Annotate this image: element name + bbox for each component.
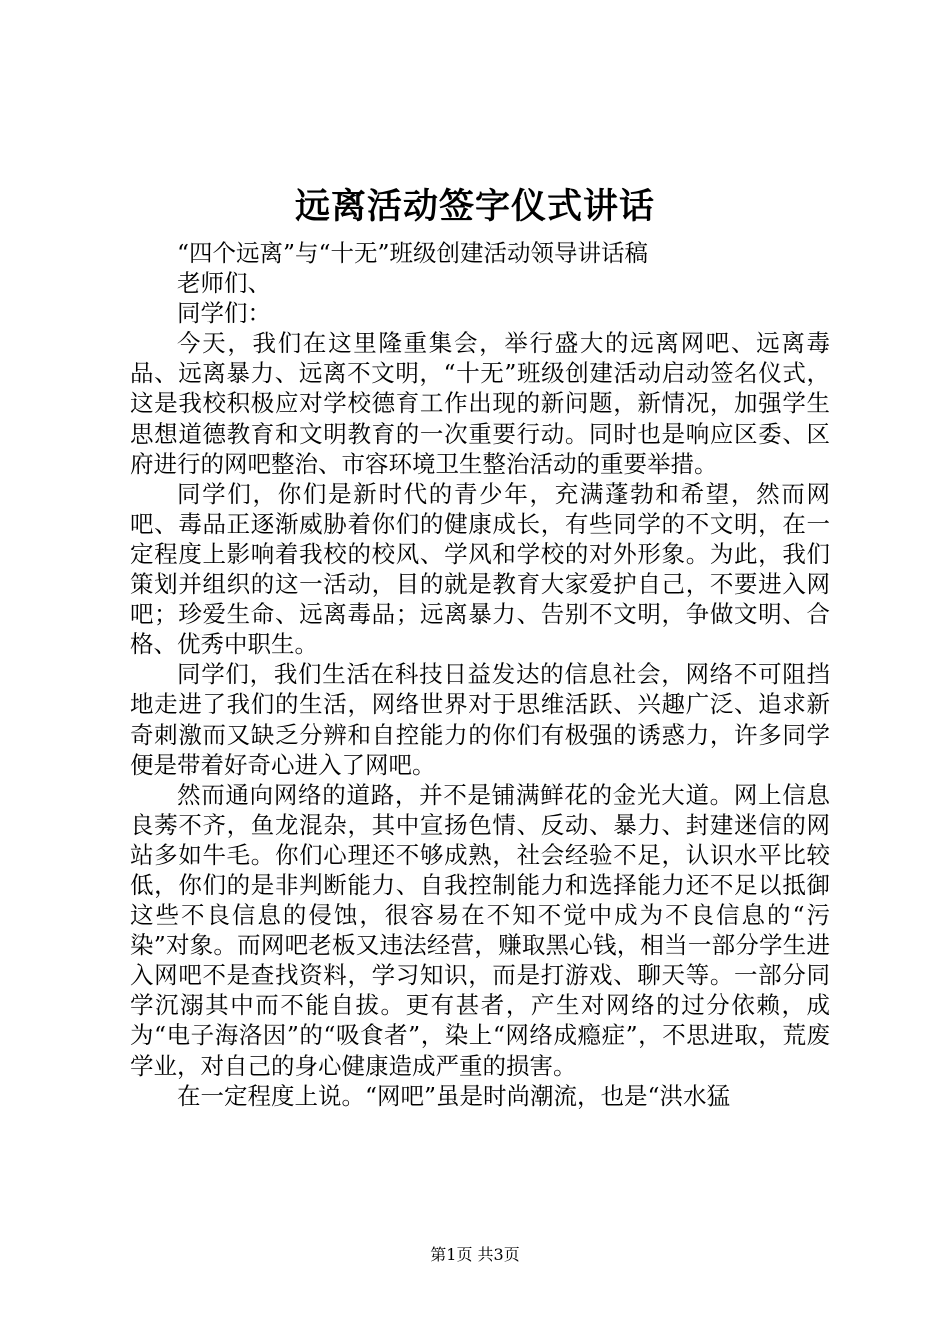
paragraph-risks: 然而通向网络的道路，并不是铺满鲜花的金光大道。网上信息良莠不齐，鱼龙混杂，其中宣扬色情、反动、暴力、封建迷信的网站多如牛毛。你们心理还不够成熟，社会经验不足，认识水平比较低，你们的是非判断能力、自我控制能力和选择能力还不足以抵御这些不良信息的侵蚀，很容易在不知不觉中成为不良信息的“污染”对象。而网吧老板又违法经营，赚取黑心钱，相当一部分学生进入网吧不是查找资料，学习知识，而是打游戏、聊天等。一部分同学沉溺其中而不能自拔。更有甚者，产生对网络的过分依赖，成为“电子海洛因”的“吸食者”，染上“网络成瘾症”，不思进取，荒废学业，对自己的身心健康造成严重的损害。 [130, 780, 830, 1080]
document-title: 远离活动签字仪式讲话 [294, 186, 655, 227]
paragraph-youth: 同学们，你们是新时代的青少年，充满蓬勃和希望，然而网吧、毒品正逐渐威胁着你们的健康成长，有些同学的不文明，在一定程度上影响着我校的校风、学风和学校的对外形象。为此，我们策划并组织的这一活动，目的就是教育大家爱护自己，不要进入网吧；珍爱生命、远离毒品；远离暴力、告别不文明，争做文明、合格、优秀中职生。 [130, 479, 830, 659]
paragraph-internet: 同学们，我们生活在科技日益发达的信息社会，网络不可阻挡地走进了我们的生活，网络世界对于思维活跃、兴趣广泛、追求新奇刺激而又缺乏分辨和自控能力的你们有极强的诱惑力，许多同学便是带着好奇心进入了网吧。 [130, 660, 830, 779]
salutation-teachers: 老师们、 [177, 269, 271, 298]
paragraph-opening: 今天，我们在这里隆重集会，举行盛大的远离网吧、远离毒品、远离暴力、远离不文明，“十无”班级创建活动启动签名仪式，这是我校积极应对学校德育工作出现的新问题，新情况，加强学生思想道德教育和文明教育的一次重要行动。同时也是响应区委、区府进行的网吧整治、市容环境卫生整治活动的重要举措。 [130, 329, 830, 478]
salutation-students: 同学们： [177, 299, 271, 328]
document-body [130, 238, 830, 1111]
page-number-footer: 第1页 共3页 [430, 1245, 520, 1264]
document-subtitle: “四个远离”与“十无”班级创建活动领导讲话稿 [177, 239, 649, 267]
paragraph-continuation: 在一定程度上说。“网吧”虽是时尚潮流，也是“洪水猛 [177, 1081, 731, 1110]
